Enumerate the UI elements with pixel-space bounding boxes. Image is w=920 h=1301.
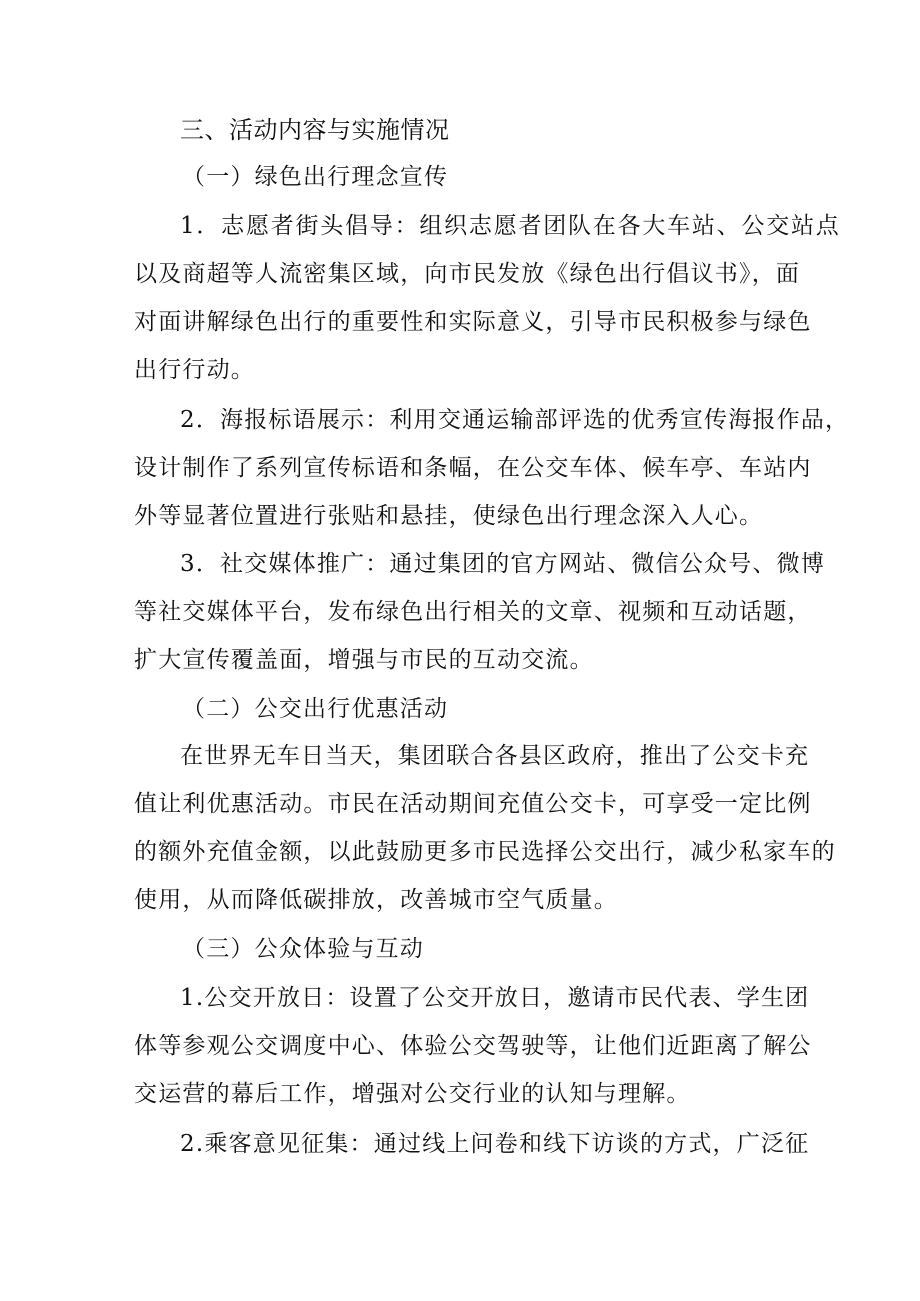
paragraph-line: 的额外充值金额，以此鼓励更多市民选择公交出行，减少私家车的	[134, 839, 836, 865]
paragraph-line: 扩大宣传覆盖面，增强与市民的互动交流。	[134, 647, 594, 673]
paragraph-line: 出行行动。	[134, 357, 255, 383]
paragraph-line: 2．海报标语展示：利用交通运输部评选的优秀宣传海报作品，	[180, 407, 850, 433]
paragraph-line: 值让利优惠活动。市民在活动期间充值公交卡，可享受一定比例	[134, 791, 812, 817]
paragraph-line: 3．社交媒体推广：通过集团的官方网站、微信公众号、微博	[180, 551, 826, 577]
paragraph-line: 以及商超等人流密集区域，向市民发放《绿色出行倡议书》，面	[134, 261, 801, 287]
paragraph-line: 等社交媒体平台，发布绿色出行相关的文章、视频和互动话题，	[134, 599, 812, 625]
paragraph-line: 体等参观公交调度中心、体验公交驾驶等，让他们近距离了解公	[134, 1033, 812, 1059]
paragraph-line: 外等显著位置进行张贴和悬挂，使绿色出行理念深入人心。	[134, 503, 764, 529]
subsection-title-1: （一）绿色出行理念宣传	[182, 164, 449, 190]
paragraph-line: 1.公交开放日：设置了公交开放日，邀请市民代表、学生团	[180, 985, 810, 1011]
paragraph-line: 对面讲解绿色出行的重要性和实际意义，引导市民积极参与绿色	[134, 309, 812, 335]
paragraph-line: 在世界无车日当天，集团联合各县区政府，推出了公交卡充	[180, 743, 810, 769]
section-heading: 三、活动内容与实施情况	[180, 116, 450, 144]
paragraph-line: 设计制作了系列宣传标语和条幅，在公交车体、候车亭、车站内	[134, 455, 812, 481]
subsection-title-2: （二）公交出行优惠活动	[182, 696, 449, 722]
subsection-title-3: （三）公众体验与互动	[182, 936, 424, 962]
paragraph-line: 2.乘客意见征集：通过线上问卷和线下访谈的方式，广泛征	[180, 1131, 810, 1157]
paragraph-line: 使用，从而降低碳排放，改善城市空气质量。	[134, 887, 618, 913]
paragraph-line: 1．志愿者街头倡导：组织志愿者团队在各大车站、公交站点	[180, 213, 840, 239]
paragraph-line: 交运营的幕后工作，增强对公交行业的认知与理解。	[134, 1081, 691, 1107]
